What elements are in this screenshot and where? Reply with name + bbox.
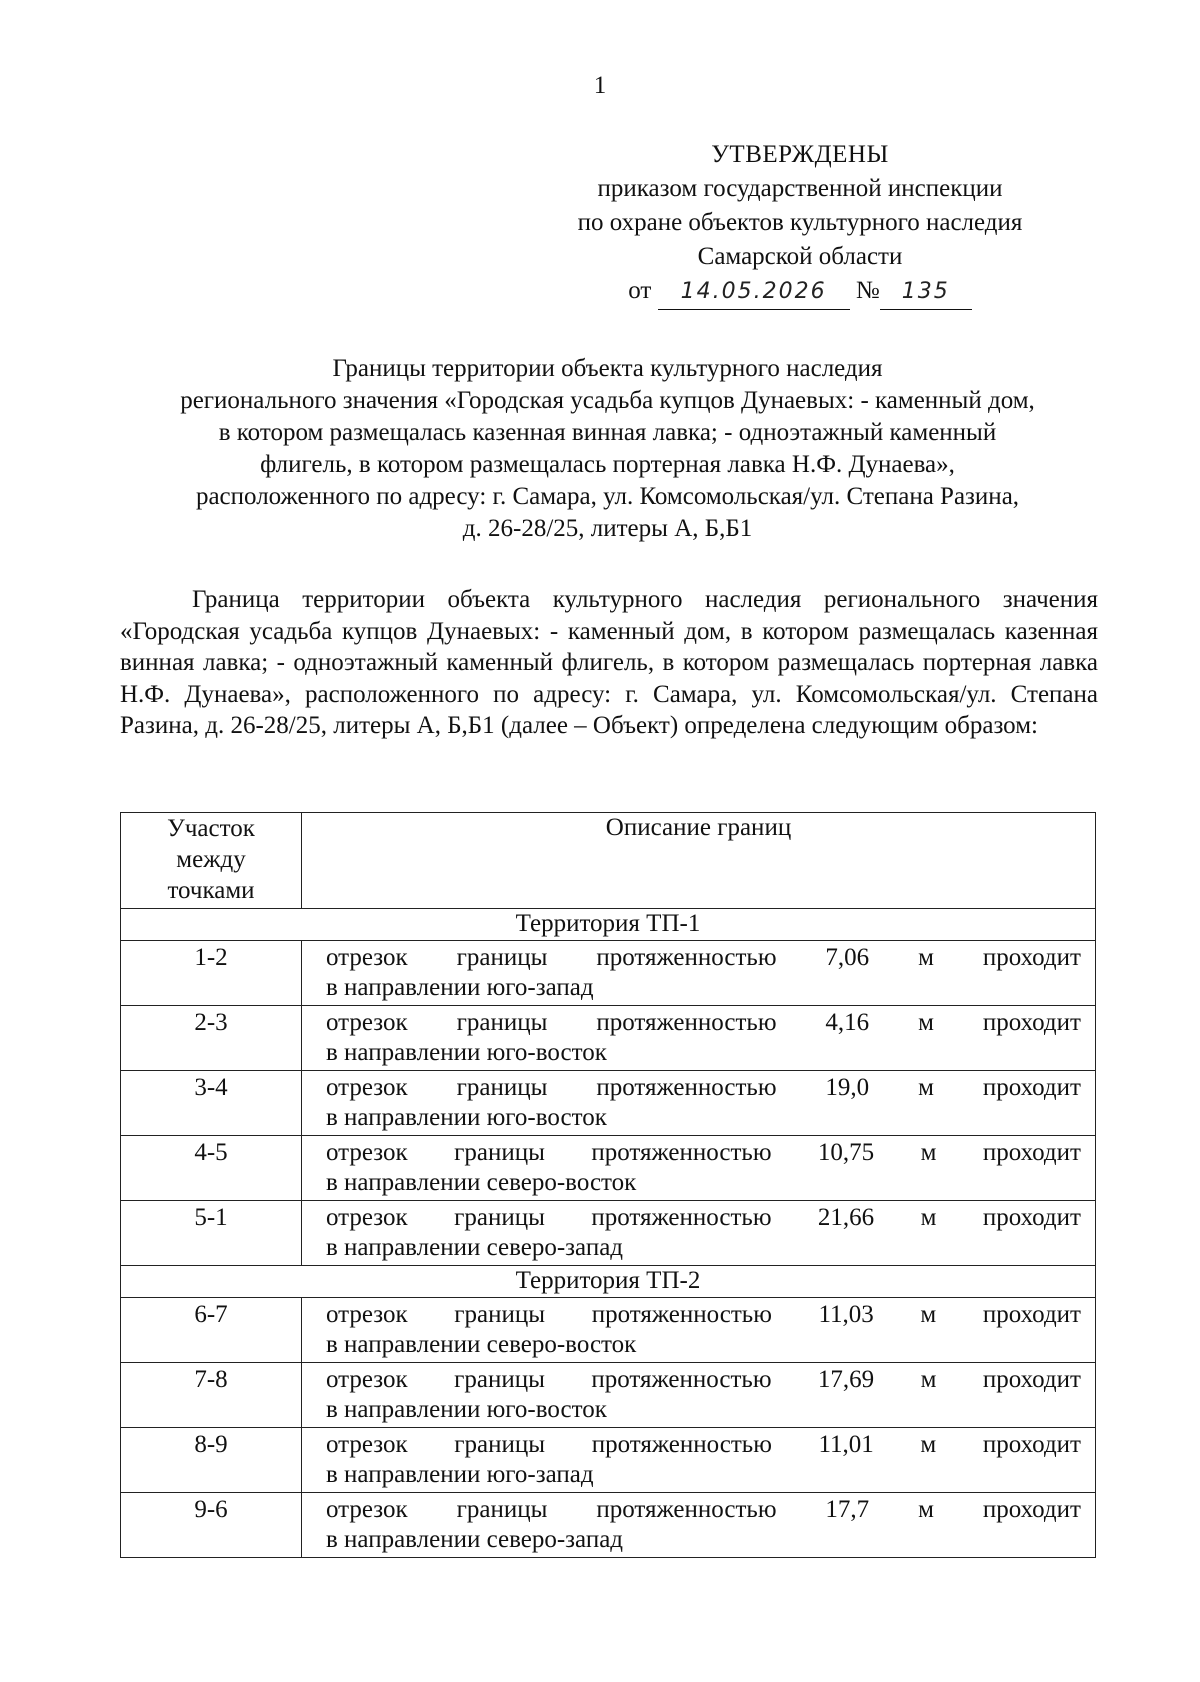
description-word: отрезок: [326, 1009, 408, 1036]
table-row: [121, 1136, 1096, 1201]
description-word: протяженностью: [591, 1366, 772, 1393]
approval-line-1: приказом государственной инспекции: [597, 175, 1003, 202]
description-word: протяженностью: [596, 1009, 777, 1036]
segment-length: 11,03: [818, 1301, 874, 1328]
description-word: проходит: [982, 1009, 1081, 1036]
title-line: регионального значения «Городская усадьба купцов Дунаевых: - каменный дом,: [180, 387, 1035, 414]
description-word: отрезок: [326, 1139, 408, 1166]
document-title: [120, 353, 1095, 545]
length-unit: м: [920, 1366, 937, 1393]
direction-text: в направлении юго-запад: [326, 1461, 594, 1488]
description-word: протяженностью: [596, 1074, 777, 1101]
title-line: в котором размещалась казенная винная лавка; - одноэтажный каменный: [218, 419, 997, 446]
length-unit: м: [918, 1496, 934, 1523]
approval-line-3: Самарской области: [697, 243, 903, 270]
description-line: [326, 1138, 1081, 1168]
order-line: [540, 274, 1060, 310]
group-title: Территория ТП-2: [121, 1266, 1096, 1298]
segment-cell: 9-6: [121, 1493, 302, 1558]
description-word: границы: [456, 1496, 548, 1523]
header-segment-line: Участок: [167, 815, 255, 842]
title-line: д. 26-28/25, литеры А, Б,Б1: [462, 515, 753, 542]
description-word: отрезок: [326, 1074, 408, 1101]
approval-block: [540, 138, 1060, 310]
description-word: отрезок: [326, 944, 408, 971]
table-row: [121, 1363, 1096, 1428]
table-header-row: [121, 813, 1096, 909]
length-unit: м: [918, 1009, 934, 1036]
boundaries-table: [120, 812, 1096, 1558]
segment-cell: 5-1: [121, 1201, 302, 1266]
from-label: от: [628, 277, 652, 304]
title-line: расположенного по адресу: г. Самара, ул. Комсомольская/ул. Степана Разина,: [195, 483, 1020, 510]
segment-cell: 4-5: [121, 1136, 302, 1201]
intro-paragraph: [120, 584, 1098, 742]
description-line: [326, 943, 1081, 973]
direction-text: в направлении северо-запад: [326, 1234, 624, 1261]
approval-line-2: по охране объектов культурного наследия: [577, 209, 1023, 236]
description-word: протяженностью: [591, 1204, 772, 1231]
direction-text: в направлении юго-запад: [326, 974, 594, 1001]
approval-stamp: УТВЕРЖДЕНЫ: [711, 141, 889, 168]
segment-cell: 8-9: [121, 1428, 302, 1493]
segment-cell: 6-7: [121, 1298, 302, 1363]
description-word: границы: [454, 1431, 546, 1458]
segment-length: 21,66: [817, 1204, 875, 1231]
length-unit: м: [920, 1204, 937, 1231]
description-line: [326, 1495, 1081, 1525]
length-unit: м: [920, 1301, 937, 1328]
description-word: проходит: [982, 944, 1081, 971]
table-row: [121, 1071, 1096, 1136]
page-number: 1: [593, 72, 607, 99]
segment-length: 19,0: [825, 1074, 870, 1101]
segment-length: 4,16: [825, 1009, 870, 1036]
description-cell: [302, 1428, 1096, 1493]
direction-text: в направлении юго-восток: [326, 1396, 607, 1423]
description-word: проходит: [982, 1496, 1081, 1523]
group-title: Территория ТП-1: [121, 909, 1096, 941]
description-word: проходит: [982, 1074, 1081, 1101]
direction-text: в направлении северо-восток: [326, 1169, 637, 1196]
description-word: протяженностью: [591, 1139, 772, 1166]
intro-text: Граница территории объекта культурного наследия регионального значения «Городская усадьба купцов Дунаевых: - каменный дом, в котором размещалась казенная винная лавка; - одноэтажный каменный флигель, в котором размещалась портерная лавка Н.Ф. Дунаева», расположенного по адресу: г. Самара, ул. Комсомольская/ул. Степана Разина, д. 26-28/25, литеры А, Б,Б1 (далее – Объект) определена следующим образом:: [120, 586, 1098, 739]
segment-cell: 2-3: [121, 1006, 302, 1071]
table-row: [121, 1428, 1096, 1493]
segment-cell: 1-2: [121, 941, 302, 1006]
handwritten-date: 14.05.2026: [658, 275, 850, 310]
segment-length: 7,06: [825, 944, 870, 971]
title-line: флигель, в котором размещалась портерная лавка Н.Ф. Дунаева»,: [260, 451, 955, 478]
description-word: проходит: [982, 1139, 1081, 1166]
description-line: [326, 1430, 1081, 1460]
description-line: [326, 1203, 1081, 1233]
direction-text: в направлении юго-восток: [326, 1104, 607, 1131]
table-row: [121, 1493, 1096, 1558]
table-row: [121, 941, 1096, 1006]
segment-cell: 7-8: [121, 1363, 302, 1428]
segment-length: 11,01: [818, 1431, 874, 1458]
description-cell: [302, 1363, 1096, 1428]
header-description: Описание границ: [302, 813, 1096, 909]
description-word: границы: [456, 1009, 548, 1036]
description-word: проходит: [982, 1301, 1081, 1328]
description-word: границы: [456, 1074, 548, 1101]
description-line: [326, 1365, 1081, 1395]
length-unit: м: [920, 1139, 937, 1166]
description-word: проходит: [982, 1431, 1081, 1458]
description-word: границы: [454, 1366, 545, 1393]
table-row: [121, 1298, 1096, 1363]
direction-text: в направлении северо-запад: [326, 1526, 624, 1553]
header-segment-line: между: [176, 846, 246, 873]
description-cell: [302, 1006, 1096, 1071]
description-word: проходит: [982, 1366, 1081, 1393]
description-word: границы: [456, 944, 548, 971]
header-segment: [121, 813, 302, 909]
handwritten-number: 135: [880, 275, 972, 310]
description-word: протяженностью: [596, 944, 777, 971]
description-word: границы: [454, 1139, 545, 1166]
description-word: границы: [454, 1301, 546, 1328]
description-cell: [302, 1136, 1096, 1201]
description-word: отрезок: [326, 1301, 408, 1328]
length-unit: м: [918, 944, 934, 971]
number-label: №: [855, 277, 880, 304]
description-word: границы: [454, 1204, 545, 1231]
description-word: отрезок: [326, 1496, 408, 1523]
table-row: [121, 1006, 1096, 1071]
description-word: протяженностью: [596, 1496, 777, 1523]
title-line: Границы территории объекта культурного наследия: [332, 355, 883, 382]
description-cell: [302, 1201, 1096, 1266]
segment-length: 17,7: [825, 1496, 870, 1523]
header-segment-line: точками: [167, 877, 255, 904]
table-body: [121, 909, 1096, 1558]
direction-text: в направлении юго-восток: [326, 1039, 607, 1066]
table-row: [121, 1201, 1096, 1266]
description-word: отрезок: [326, 1204, 408, 1231]
description-line: [326, 1073, 1081, 1103]
description-cell: [302, 1071, 1096, 1136]
description-word: протяженностью: [591, 1431, 772, 1458]
length-unit: м: [918, 1074, 934, 1101]
description-cell: [302, 941, 1096, 1006]
length-unit: м: [920, 1431, 937, 1458]
segment-length: 10,75: [817, 1139, 875, 1166]
description-word: проходит: [982, 1204, 1081, 1231]
segment-length: 17,69: [817, 1366, 875, 1393]
group-row: [121, 1266, 1096, 1298]
description-word: протяженностью: [591, 1301, 772, 1328]
segment-cell: 3-4: [121, 1071, 302, 1136]
direction-text: в направлении северо-восток: [326, 1331, 637, 1358]
description-line: [326, 1300, 1081, 1330]
description-word: отрезок: [326, 1366, 408, 1393]
description-cell: [302, 1298, 1096, 1363]
description-word: отрезок: [326, 1431, 408, 1458]
description-cell: [302, 1493, 1096, 1558]
description-line: [326, 1008, 1081, 1038]
group-row: [121, 909, 1096, 941]
